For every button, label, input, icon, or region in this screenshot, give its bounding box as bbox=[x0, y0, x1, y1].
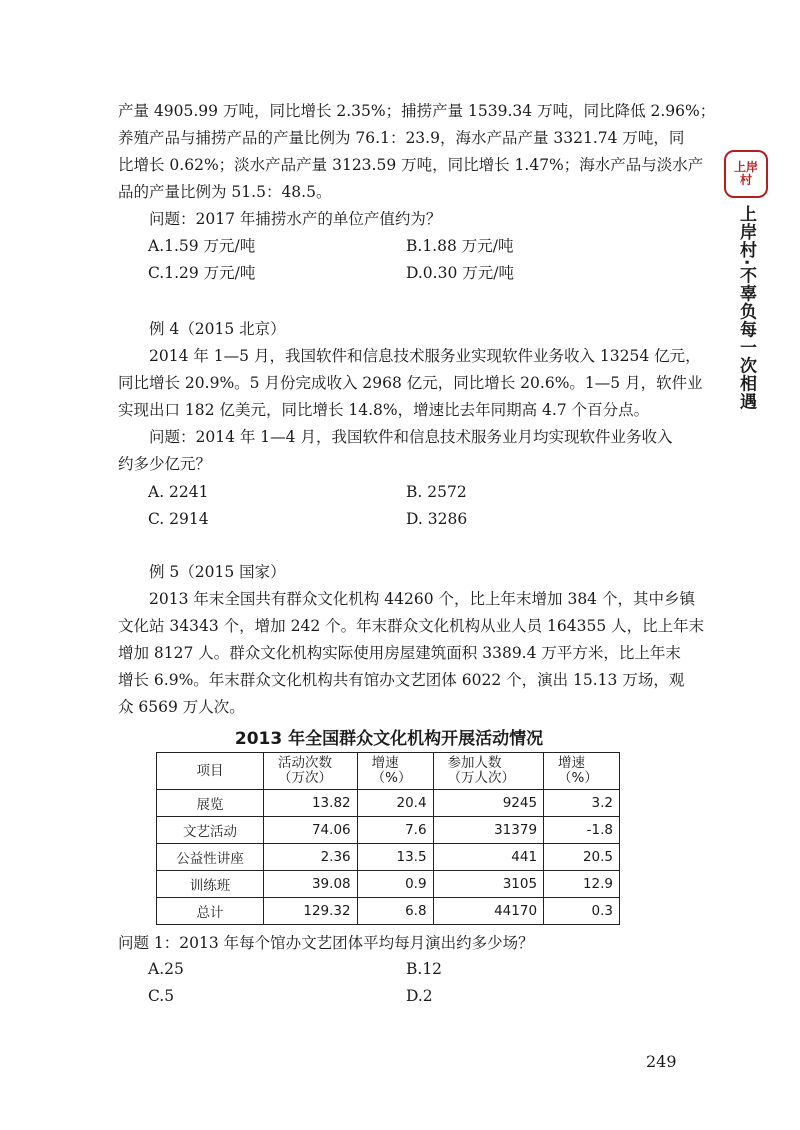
activity-table bbox=[156, 752, 620, 925]
example5-line: 文化站 34343 个，增加 242 个。年末群众文化机构从业人员 164355 人，比上年末 bbox=[118, 617, 705, 635]
cell-people-growth: 3.2 bbox=[544, 790, 620, 817]
example5-body bbox=[118, 586, 705, 721]
intro-line: 产量 4905.99 万吨，同比增长 2.35%；捕捞产量 1539.34 万吨，同比降低 2.96%； bbox=[118, 102, 716, 120]
cell-people: 44170 bbox=[433, 898, 543, 925]
example5-heading: 例 5（2015 国家） bbox=[149, 563, 286, 581]
question1-option-c: C.1.29 万元/吨 bbox=[148, 264, 256, 282]
cell-count: 39.08 bbox=[264, 871, 358, 898]
header-count bbox=[264, 753, 358, 790]
example4-line: 2014 年 1—5 月，我国软件和信息技术服务业实现软件业务收入 13254 亿元， bbox=[149, 347, 701, 365]
table-row bbox=[157, 844, 620, 871]
cell-people-growth: -1.8 bbox=[544, 817, 620, 844]
question5-option-b: B.12 bbox=[406, 960, 443, 978]
cell-people-growth: 20.5 bbox=[544, 844, 620, 871]
question1-text: 问题：2017 年捕捞水产的单位产值约为？ bbox=[149, 210, 442, 228]
cell-item: 总计 bbox=[157, 898, 264, 925]
header-item: 项目 bbox=[157, 753, 264, 790]
header-people-growth-line1: 增速 bbox=[558, 755, 586, 771]
header-count-line2: （万次） bbox=[278, 770, 332, 786]
example4-body bbox=[118, 343, 703, 424]
seal-text-top: 上岸 bbox=[733, 160, 758, 174]
cell-item: 训练班 bbox=[157, 871, 264, 898]
cell-count-growth: 13.5 bbox=[357, 844, 433, 871]
example4-question-line: 约多少亿元？ bbox=[118, 455, 212, 473]
example4-line: 实现出口 182 亿美元，同比增长 14.8%，增速比去年同期高 4.7 个百分点。 bbox=[118, 401, 650, 419]
table-row-total bbox=[157, 898, 620, 925]
cell-people: 3105 bbox=[433, 871, 543, 898]
cell-count-growth: 7.6 bbox=[357, 817, 433, 844]
example5-line: 增长 6.9%。年末群众文化机构共有馆办文艺团体 6022 个，演出 15.13 万场，观 bbox=[118, 671, 685, 689]
header-people-line1: 参加人数 bbox=[447, 755, 502, 771]
cell-item: 文艺活动 bbox=[157, 817, 264, 844]
example4-option-c: C. 2914 bbox=[148, 510, 209, 528]
question5-option-a: A.25 bbox=[148, 960, 184, 978]
question1-option-b: B.1.88 万元/吨 bbox=[406, 237, 514, 255]
header-count-growth-line1: 增速 bbox=[371, 755, 399, 771]
table-header-row bbox=[157, 753, 620, 790]
header-count-growth-line2: （%） bbox=[371, 770, 412, 786]
question5-option-d: D.2 bbox=[406, 987, 433, 1005]
header-people-growth-line2: （%） bbox=[558, 770, 598, 786]
intro-line: 比增长 0.62%；淡水产品产量 3123.59 万吨，同比增长 1.47%；海水产品与淡水产 bbox=[118, 156, 704, 174]
cell-count: 2.36 bbox=[264, 844, 358, 871]
intro-paragraph bbox=[118, 98, 716, 206]
cell-people-growth: 0.3 bbox=[544, 898, 620, 925]
brand-slogan: 上岸村·不辜负每一次相遇 bbox=[736, 205, 756, 411]
question5-option-c: C.5 bbox=[148, 987, 175, 1005]
cell-count-growth: 20.4 bbox=[357, 790, 433, 817]
intro-line: 养殖产品与捕捞产品的产量比例为 76.1：23.9，海水产品产量 3321.74 万吨，同 bbox=[118, 129, 685, 147]
cell-count: 129.32 bbox=[264, 898, 358, 925]
example5-line: 2013 年末全国共有群众文化机构 44260 个，比上年末增加 384 个，其中乡镇 bbox=[149, 590, 695, 608]
page-number: 249 bbox=[646, 1052, 677, 1071]
example4-heading: 例 4（2015 北京） bbox=[149, 320, 286, 338]
cell-count: 74.06 bbox=[264, 817, 358, 844]
cell-people-growth: 12.9 bbox=[544, 871, 620, 898]
example5-line: 众 6569 万人次。 bbox=[118, 698, 245, 716]
cell-people: 441 bbox=[433, 844, 543, 871]
cell-item: 公益性讲座 bbox=[157, 844, 264, 871]
example4-question bbox=[118, 424, 686, 478]
header-count-line1: 活动次数 bbox=[278, 755, 332, 771]
cell-people: 31379 bbox=[433, 817, 543, 844]
question5-text: 问题 1：2013 年每个馆办文艺团体平均每月演出约多少场？ bbox=[118, 934, 534, 952]
header-count-growth bbox=[357, 753, 433, 790]
table-row bbox=[157, 871, 620, 898]
cell-item: 展览 bbox=[157, 790, 264, 817]
question1-option-d: D.0.30 万元/吨 bbox=[406, 264, 514, 282]
example4-question-line: 问题：2014 年 1—4 月，我国软件和信息技术服务业月均实现软件业务收入 bbox=[149, 428, 673, 446]
seal-text-bottom: 村 bbox=[739, 173, 752, 187]
cell-people: 9245 bbox=[433, 790, 543, 817]
table-title: 2013 年全国群众文化机构开展活动情况 bbox=[234, 729, 544, 749]
example4-line: 同比增长 20.9%。5 月份完成收入 2968 亿元，同比增长 20.6%。1—5 月，软件业 bbox=[118, 374, 703, 392]
cell-count-growth: 6.8 bbox=[357, 898, 433, 925]
example4-option-b: B. 2572 bbox=[406, 483, 467, 501]
example4-option-a: A. 2241 bbox=[148, 483, 209, 501]
example5-line: 增加 8127 人。群众文化机构实际使用房屋建筑面积 3389.4 万平方米，比上年末 bbox=[118, 644, 681, 662]
cell-count-growth: 0.9 bbox=[357, 871, 433, 898]
brand-seal-logo bbox=[724, 150, 768, 198]
table-row bbox=[157, 790, 620, 817]
question1-option-a: A.1.59 万元/吨 bbox=[148, 237, 256, 255]
example4-option-d: D. 3286 bbox=[406, 510, 468, 528]
table-row bbox=[157, 817, 620, 844]
header-people-line2: （万人次） bbox=[447, 770, 516, 786]
intro-line: 品的产量比例为 51.5：48.5。 bbox=[118, 183, 332, 201]
header-people bbox=[433, 753, 543, 790]
cell-count: 13.82 bbox=[264, 790, 358, 817]
header-people-growth bbox=[544, 753, 620, 790]
